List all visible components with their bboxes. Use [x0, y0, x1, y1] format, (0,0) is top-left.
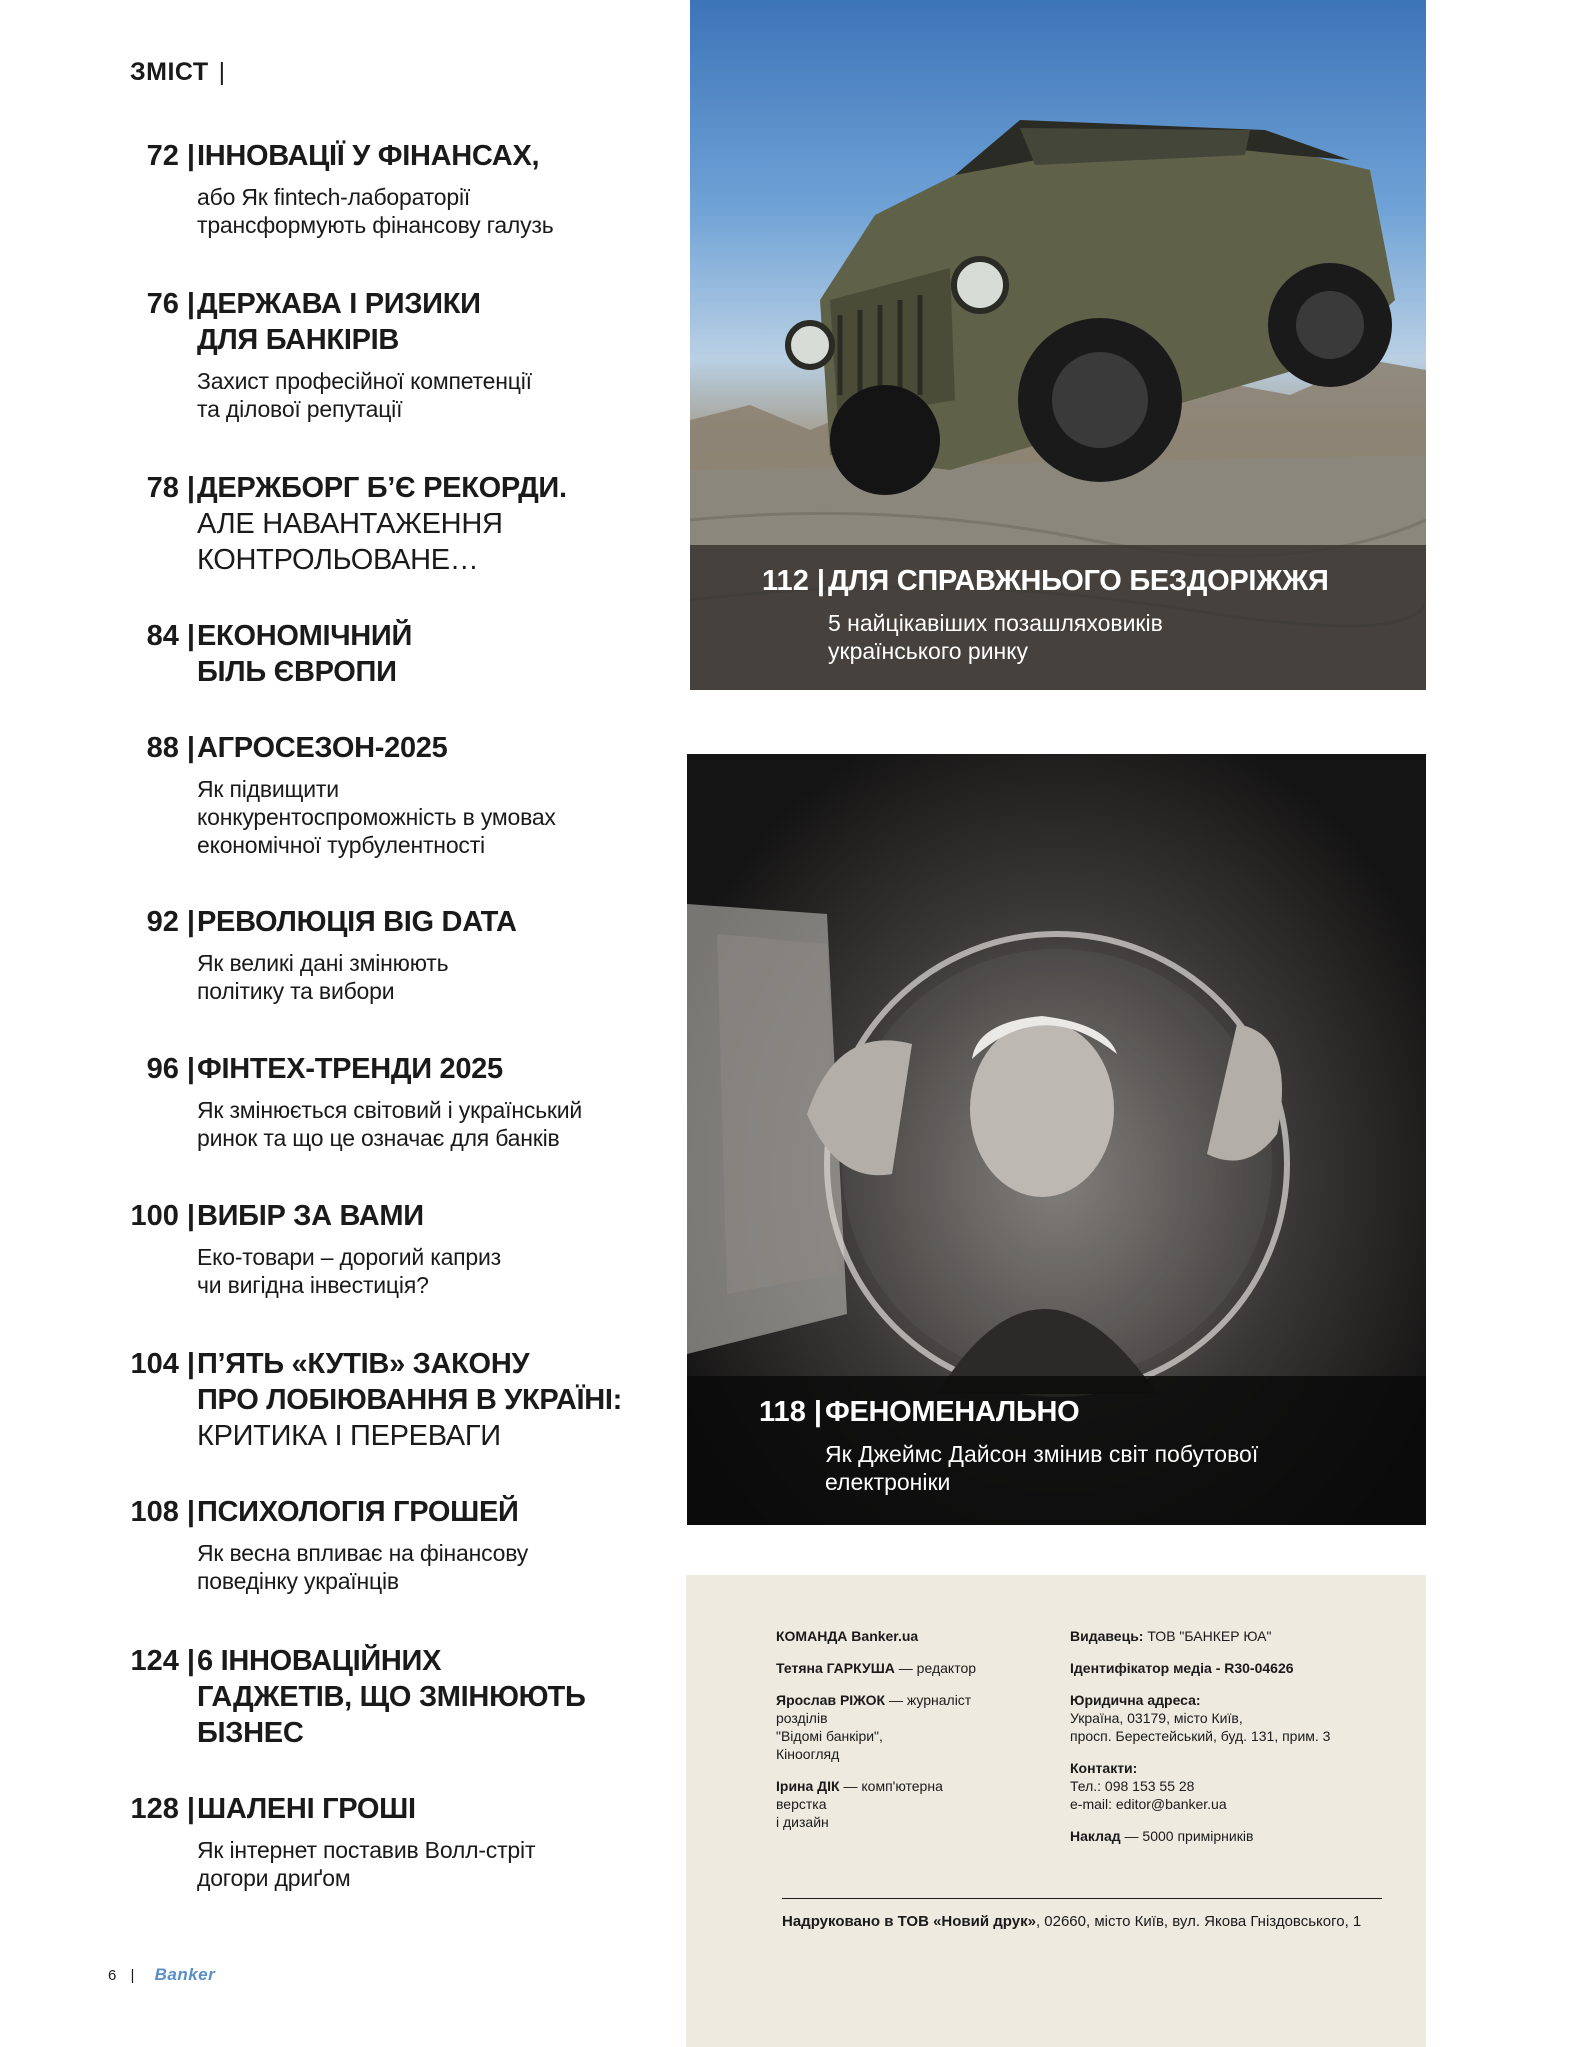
banker-logo[interactable]: Banker — [154, 1965, 216, 1984]
feature-subtitle: українського ринку — [828, 638, 1029, 664]
feature-subtitle: Як Джеймс Дайсон змінив світ побутової — [825, 1441, 1259, 1467]
entry-title: ДЕРЖАВА І РИЗИКИ — [197, 288, 481, 320]
entry-subtitle: Як великі дані змінюють — [197, 950, 449, 976]
page-number: 112 | — [762, 565, 825, 597]
entry-title: БІЛЬ ЄВРОПИ — [197, 656, 397, 688]
address-label: Юридична адреса: — [1070, 1692, 1201, 1708]
entry-subtitle: Еко-товари – дорогий каприз — [197, 1244, 502, 1270]
entry-subtitle: ринок та що це означає для банків — [197, 1125, 560, 1151]
entry-title: РЕВОЛЮЦІЯ BIG DATA — [197, 906, 517, 938]
designer-role: і дизайн — [776, 1814, 829, 1830]
entry-title: ДЕРЖБОРГ Б’Є РЕКОРДИ. — [197, 472, 567, 504]
entry-subtitle: поведінку українців — [197, 1568, 399, 1594]
entry-subtitle: конкурентоспроможність в умовах — [197, 804, 556, 830]
publisher-value: ТОВ "БАНКЕР ЮА" — [1147, 1628, 1272, 1644]
designer-role: — комп'ютерна верстка — [776, 1778, 943, 1812]
entry-subtitle: чи вигідна інвестиція? — [197, 1272, 429, 1298]
entry-title-light: АЛЕ НАВАНТАЖЕННЯ — [197, 508, 503, 540]
team-label: КОМАНДА Banker.ua — [776, 1628, 919, 1644]
entry-subtitle: Як весна впливає на фінансову — [197, 1540, 529, 1566]
entry-title-light: КРИТИКА І ПЕРЕВАГИ — [197, 1420, 501, 1452]
journalist-name: Ярослав РІЖОК — [776, 1692, 886, 1708]
section-title: ЗМІСТ — [130, 58, 209, 86]
divider-line — [782, 1898, 1382, 1899]
entry-title: ФІНТЕХ-ТРЕНДИ 2025 — [197, 1053, 503, 1085]
entry-title: АГРОСЕЗОН-2025 — [197, 732, 448, 764]
entry-subtitle: Захист професійної компетенції — [197, 368, 532, 394]
circulation-label: Наклад — [1070, 1828, 1121, 1844]
entry-title: ЕКОНОМІЧНИЙ — [197, 620, 413, 652]
designer-name: Ірина ДІК — [776, 1778, 840, 1794]
feature-caption — [690, 545, 1426, 690]
page-number: 108 | — [130, 1496, 195, 1528]
entry-title: ШАЛЕНІ ГРОШІ — [197, 1793, 416, 1825]
entry-title: ІННОВАЦІЇ У ФІНАНСАХ, — [197, 140, 540, 172]
address-line: Україна, 03179, місто Київ, — [1070, 1710, 1243, 1726]
email-link[interactable]: e-mail: editor@banker.ua — [1070, 1796, 1227, 1812]
feature-subtitle: 5 найцікавіших позашляховиків — [828, 610, 1163, 636]
entry-subtitle: догори дриґом — [197, 1865, 351, 1891]
page-number: 72 | — [146, 140, 195, 172]
journalist-role: "Відомі банкіри", — [776, 1728, 883, 1744]
printer-name: Надруковано в ТОВ «Новий друк» — [782, 1913, 1036, 1930]
page-number: 76 | — [146, 288, 195, 320]
page-footer — [108, 1965, 215, 1985]
address-line: просп. Берестейський, буд. 131, прим. 3 — [1070, 1728, 1331, 1744]
section-divider: | — [218, 58, 226, 86]
feature-title: ФЕНОМЕНАЛЬНО — [825, 1396, 1080, 1428]
feature-offroad[interactable] — [690, 0, 1426, 690]
feature-caption — [687, 1376, 1426, 1525]
journalist-role: Кіноогляд — [776, 1746, 840, 1762]
entry-title: ДЛЯ БАНКІРІВ — [197, 324, 400, 356]
page-number: 6 — [108, 1967, 117, 1984]
page-number: 128 | — [130, 1793, 195, 1825]
page-number: 84 | — [146, 620, 195, 652]
entry-title: П’ЯТЬ «КУТІВ» ЗАКОНУ — [197, 1348, 530, 1380]
entry-subtitle: Як змінюється світовий і український — [197, 1097, 583, 1123]
entry-subtitle: або Як fintech-лабораторії — [197, 184, 471, 210]
entry-title: БІЗНЕС — [197, 1717, 304, 1749]
entry-title: ВИБІР ЗА ВАМИ — [197, 1200, 424, 1232]
editor-role: — редактор — [898, 1660, 977, 1676]
page-number: 104 | — [130, 1348, 195, 1380]
feature-title: ДЛЯ СПРАВЖНЬОГО БЕЗДОРІЖЖЯ — [828, 565, 1329, 597]
page-number: 124 | — [130, 1645, 195, 1677]
entry-subtitle: економічної турбулентності — [197, 832, 485, 858]
entry-subtitle: трансформують фінансову галузь — [197, 212, 554, 238]
feature-dyson[interactable] — [687, 754, 1426, 1525]
entry-title: 6 ІННОВАЦІЙНИХ — [197, 1645, 442, 1677]
media-id-label: Ідентифікатор медіа — [1070, 1660, 1212, 1676]
phone: Тел.: 098 153 55 28 — [1070, 1778, 1195, 1794]
publisher-label: Видавець: — [1070, 1628, 1144, 1644]
imprint-box — [686, 1575, 1426, 2047]
publisher-column — [1070, 1627, 1400, 1859]
page-number: 88 | — [146, 732, 195, 764]
journalist-role: — журналіст розділів — [776, 1692, 972, 1726]
circulation-value: — 5000 примірників — [1124, 1828, 1254, 1844]
entry-title: ПРО ЛОБІЮВАННЯ В УКРАЇНІ: — [197, 1384, 622, 1416]
footer-divider: | — [130, 1967, 135, 1984]
entry-title: ПСИХОЛОГІЯ ГРОШЕЙ — [197, 1496, 519, 1528]
printer-address: , 02660, місто Київ, вул. Якова Гніздовського, 1 — [1035, 1913, 1362, 1930]
page-number: 118 | — [759, 1396, 822, 1428]
entry-subtitle: та ділової репутації — [197, 396, 403, 422]
media-id-value: - R30-04626 — [1215, 1660, 1294, 1676]
page-number: 100 | — [130, 1200, 195, 1232]
editor-name: Тетяна ГАРКУША — [776, 1660, 895, 1676]
page-number: 96 | — [146, 1053, 195, 1085]
page-number: 78 | — [146, 472, 195, 504]
contacts-label: Контакти: — [1070, 1760, 1138, 1776]
entry-title-light: КОНТРОЛЬОВАНЕ… — [197, 544, 479, 576]
printed-by — [782, 1913, 1361, 1931]
entry-subtitle: Як підвищити — [197, 776, 339, 802]
entry-title: ГАДЖЕТІВ, ЩО ЗМІНЮЮТЬ — [197, 1681, 586, 1713]
page-number: 92 | — [146, 906, 195, 938]
team-column — [776, 1627, 976, 1845]
entry-subtitle: Як інтернет поставив Волл-стріт — [197, 1837, 536, 1863]
entry-subtitle: політику та вибори — [197, 978, 395, 1004]
section-header — [130, 58, 226, 87]
feature-subtitle: електроніки — [825, 1469, 951, 1495]
